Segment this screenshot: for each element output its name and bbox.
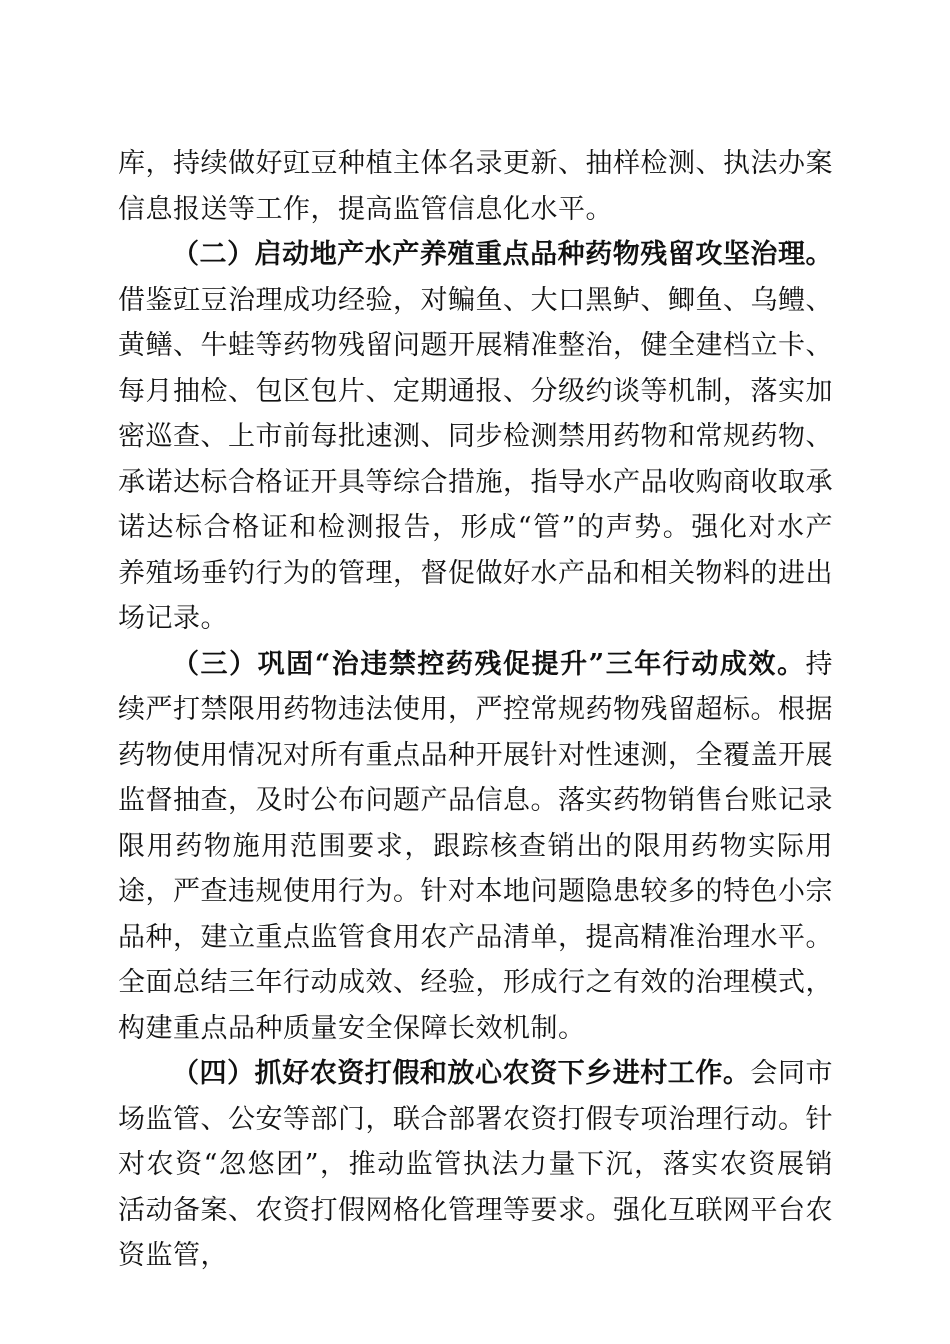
section-heading: （四）抓好农资打假和放心农资下乡进村工作。 <box>172 1058 751 1089</box>
paragraph-section-4 <box>118 1051 833 1279</box>
paragraph-section-2 <box>118 232 833 642</box>
paragraph-body: 会同市场监管、公安等部门，联合部署农资打假专项治理行动。针对农资“忽悠团”，推动监管执法力量下沉，落实农资展销活动备案、农资打假网格化管理等要求。强化互联网平台农资监管， <box>118 1058 834 1271</box>
section-heading: （三）巩固“治违禁控药残促提升”三年行动成效。 <box>172 648 806 680</box>
paragraph-body: 持续严打禁限用药物违法使用，严控常规药物残留超标。根据药物使用情况对所有重点品种开展针对性速测，全覆盖开展监督抽查，及时公布问题产品信息。落实药物销售台账记录限用药物施用范围要求，跟踪核查销出的限用药物实际用途，严查违规使用行为。针对本地问题隐患较多的特色小宗品种，建立重点监管食用农产品清单，提高精准治理水平。全面总结三年行动成效、经验，形成行之有效的治理模式，构建重点品种质量安全保障长效机制。 <box>118 648 833 1044</box>
paragraph-section-3 <box>118 642 833 1052</box>
paragraph-body: 库，持续做好豇豆种植主体名录更新、抽样检测、执法办案信息报送等工作，提高监管信息化水平。 <box>118 148 833 225</box>
document-body <box>118 141 833 1279</box>
paragraph-continuation <box>118 141 833 232</box>
section-heading: （二）启动地产水产养殖重点品种药物残留攻坚治理。 <box>172 239 833 270</box>
paragraph-body: 借鉴豇豆治理成功经验，对鳊鱼、大口黑鲈、鲫鱼、乌鳢、黄鳝、牛蛙等药物残留问题开展精准整治，健全建档立卡、每月抽检、包区包片、定期通报、分级约谈等机制，落实加密巡查、上市前每批速测、同步检测禁用药物和常规药物、承诺达标合格证开具等综合措施，指导水产品收购商收取承诺达标合格证和检测报告，形成“管”的声势。强化对水产养殖场垂钓行为的管理，督促做好水产品和相关物料的进出场记录。 <box>118 284 833 634</box>
